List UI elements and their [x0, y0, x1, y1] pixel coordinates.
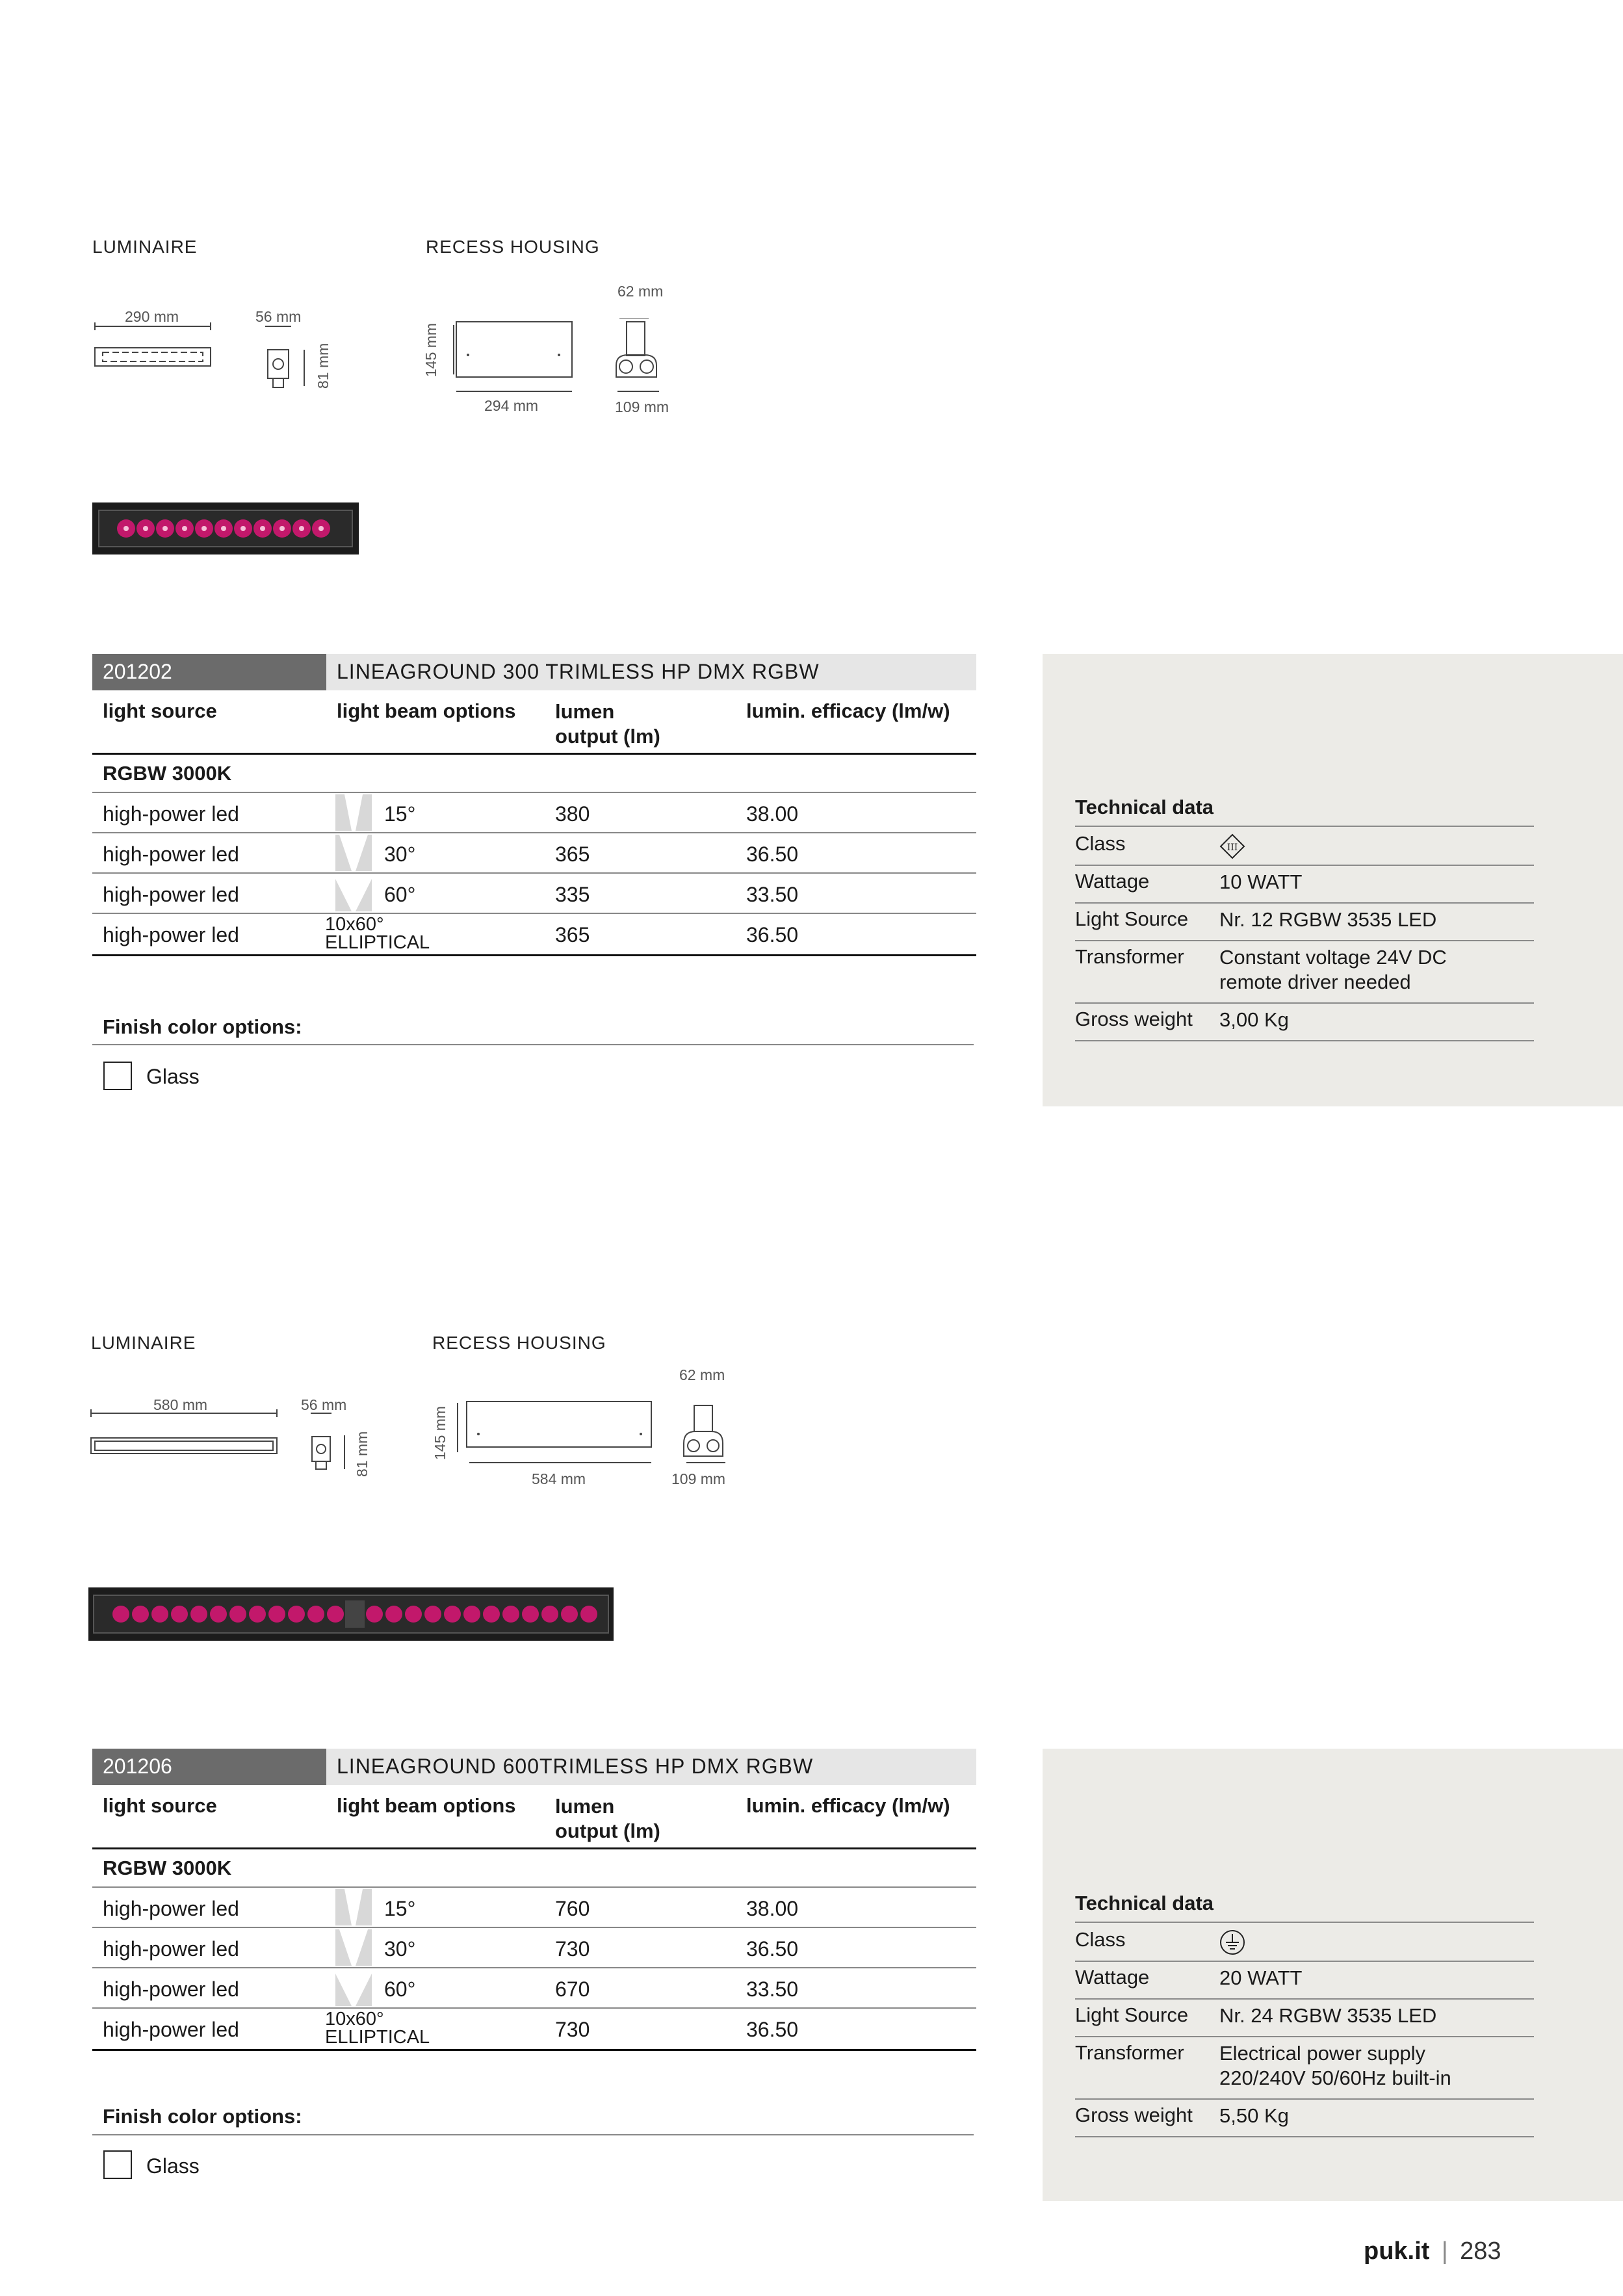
- footer: [1364, 2237, 1501, 2265]
- beam-30-icon: [335, 835, 372, 871]
- row-3-source: high-power led: [103, 883, 239, 906]
- tech-value: 10 WATT: [1219, 870, 1303, 893]
- header-divider: [92, 753, 976, 755]
- row-1-efficacy: 38.00: [746, 1897, 799, 1920]
- table-bottom-divider: [92, 2049, 976, 2051]
- tech-value: 3,00 Kg: [1219, 1008, 1289, 1031]
- recess-top-dim: 62 mm: [679, 1366, 725, 1383]
- tech-value: Constant voltage 24V DC remote driver needed: [1219, 946, 1447, 993]
- technical-data-panel: [1043, 1749, 1623, 2201]
- tech-row-gross-weight: [1075, 1002, 1534, 1041]
- beam-15-icon: [335, 794, 372, 831]
- footer-separator: |: [1441, 2237, 1448, 2265]
- tech-key: Transformer: [1075, 945, 1184, 968]
- row-divider: [92, 792, 976, 793]
- row-2-efficacy: 36.50: [746, 1937, 799, 1961]
- finish-title: Finish color options:: [103, 1015, 302, 1038]
- row-4-lumen: 730: [555, 2018, 590, 2041]
- luminaire-length-dim: 580 mm: [153, 1396, 208, 1413]
- finish-title: Finish color options:: [103, 2105, 302, 2128]
- finish-swatch-glass[interactable]: [103, 2150, 132, 2179]
- tech-row-wattage: [1075, 1961, 1534, 2000]
- tech-row-transformer: [1075, 940, 1534, 1004]
- row-4-lumen: 365: [555, 923, 590, 946]
- beam-30-icon: [335, 1929, 372, 1966]
- row-2-beam: 30°: [384, 842, 416, 866]
- row-2-source: high-power led: [103, 1937, 239, 1961]
- earth-ground-icon: [1219, 1929, 1245, 1955]
- row-1-efficacy: 38.00: [746, 802, 799, 826]
- technical-data-title: Technical data: [1075, 1892, 1214, 1914]
- tech-key: Wattage: [1075, 870, 1150, 893]
- footer-brand[interactable]: puk.it: [1364, 2237, 1430, 2265]
- recess-length-dim: 294 mm: [484, 397, 539, 414]
- recess-housing-label: RECESS HOUSING: [426, 237, 600, 257]
- luminaire-label: LUMINAIRE: [91, 1333, 196, 1353]
- row-3-beam: 60°: [384, 1977, 416, 2001]
- product-code: 201202: [103, 660, 172, 683]
- row-divider: [92, 2007, 976, 2009]
- tech-key: Light Source: [1075, 2003, 1189, 2026]
- tech-row-class: [1075, 827, 1534, 866]
- tech-value: 20 WATT: [1219, 1966, 1303, 1989]
- product-title-cell: [326, 1749, 976, 1785]
- tech-row-light-source: [1075, 1998, 1534, 2037]
- row-1-beam: 15°: [384, 1897, 416, 1920]
- row-1-lumen: 760: [555, 1897, 590, 1920]
- tech-value: Nr. 12 RGBW 3535 LED: [1219, 908, 1437, 931]
- finish-divider: [92, 2134, 974, 2135]
- recess-width-dim: 109 mm: [671, 1470, 726, 1487]
- row-2-lumen: 730: [555, 1937, 590, 1961]
- row-divider: [92, 1927, 976, 1928]
- technical-drawings: [90, 1398, 746, 1482]
- tech-row-wattage: [1075, 865, 1534, 904]
- row-divider: [92, 913, 976, 914]
- row-divider: [92, 1886, 976, 1888]
- recess-height-dim: 145 mm: [422, 322, 439, 377]
- luminaire-height-dim: 81 mm: [315, 343, 331, 389]
- technical-data-panel: [1043, 654, 1623, 1106]
- row-3-beam: 60°: [384, 883, 416, 906]
- product-title: LINEAGROUND 600TRIMLESS HP DMX RGBW: [337, 1755, 814, 1778]
- tech-key: Transformer: [1075, 2041, 1184, 2064]
- tech-row-class: [1075, 1923, 1534, 1962]
- tech-key: Gross weight: [1075, 2104, 1193, 2126]
- product-code-cell: [92, 654, 326, 690]
- beam-60-icon: [335, 875, 372, 911]
- tech-key: Class: [1075, 1928, 1126, 1951]
- tech-key: Wattage: [1075, 1966, 1150, 1989]
- product-code: 201206: [103, 1755, 172, 1778]
- product-photo: [88, 1587, 614, 1641]
- tech-value: Nr. 24 RGBW 3535 LED: [1219, 2004, 1437, 2027]
- product-photo: [92, 502, 359, 554]
- header-lumen-output: lumen output (lm): [555, 700, 660, 748]
- recess-height-dim: 145 mm: [432, 1405, 448, 1460]
- row-divider: [92, 832, 976, 833]
- luminaire-label: LUMINAIRE: [92, 237, 198, 257]
- technical-data-title: Technical data: [1075, 796, 1214, 818]
- recess-width-dim: 109 mm: [615, 398, 669, 415]
- svg-text:III: III: [1227, 842, 1238, 853]
- finish-divider: [92, 1044, 974, 1045]
- row-1-lumen: 380: [555, 802, 590, 826]
- tech-row-light-source: [1075, 902, 1534, 941]
- tech-key: Class: [1075, 832, 1126, 855]
- row-3-efficacy: 33.50: [746, 883, 799, 906]
- row-3-source: high-power led: [103, 1977, 239, 2001]
- finish-label: Glass: [146, 2154, 200, 2178]
- row-4-beam: 10x60° ELLIPTICAL: [325, 914, 430, 953]
- row-2-beam: 30°: [384, 1937, 416, 1961]
- row-4-beam: 10x60° ELLIPTICAL: [325, 2009, 430, 2048]
- luminaire-length-dim: 290 mm: [125, 308, 179, 325]
- header-efficacy: lumin. efficacy (lm/w): [746, 699, 950, 722]
- finish-label: Glass: [146, 1065, 200, 1088]
- beam-15-icon: [335, 1889, 372, 1925]
- row-2-efficacy: 36.50: [746, 842, 799, 866]
- group-label: RGBW 3000K: [103, 1857, 232, 1879]
- technical-drawings: [91, 319, 689, 403]
- row-divider: [92, 1967, 976, 1968]
- row-1-source: high-power led: [103, 1897, 239, 1920]
- header-lumen-output: lumen output (lm): [555, 1795, 660, 1842]
- luminaire-height-dim: 81 mm: [354, 1431, 370, 1477]
- row-3-lumen: 335: [555, 883, 590, 906]
- header-light-beam: light beam options: [337, 699, 516, 722]
- table-bottom-divider: [92, 954, 976, 956]
- page-number: 283: [1460, 2237, 1501, 2265]
- luminaire-width-dim: 56 mm: [301, 1396, 347, 1413]
- row-3-efficacy: 33.50: [746, 1977, 799, 2001]
- row-3-lumen: 670: [555, 1977, 590, 2001]
- row-4-efficacy: 36.50: [746, 923, 799, 946]
- product-title: LINEAGROUND 300 TRIMLESS HP DMX RGBW: [337, 660, 820, 683]
- finish-swatch-glass[interactable]: [103, 1062, 132, 1090]
- row-2-source: high-power led: [103, 842, 239, 866]
- row-1-beam: 15°: [384, 802, 416, 826]
- row-2-lumen: 365: [555, 842, 590, 866]
- header-light-source: light source: [103, 1794, 217, 1817]
- row-4-source: high-power led: [103, 2018, 239, 2041]
- beam-60-icon: [335, 1970, 372, 2006]
- recess-housing-label: RECESS HOUSING: [432, 1333, 606, 1353]
- class-iii-icon: [1219, 833, 1245, 859]
- row-divider: [92, 872, 976, 874]
- tech-row-transformer: [1075, 2036, 1534, 2100]
- recess-top-dim: 62 mm: [617, 283, 664, 300]
- header-light-source: light source: [103, 699, 217, 722]
- row-4-source: high-power led: [103, 923, 239, 946]
- product-title-cell: [326, 654, 976, 690]
- tech-row-gross-weight: [1075, 2098, 1534, 2137]
- tech-key: Light Source: [1075, 907, 1189, 930]
- product-code-cell: [92, 1749, 326, 1785]
- header-efficacy: lumin. efficacy (lm/w): [746, 1794, 950, 1817]
- luminaire-width-dim: 56 mm: [255, 308, 302, 325]
- header-light-beam: light beam options: [337, 1794, 516, 1817]
- group-label: RGBW 3000K: [103, 762, 232, 785]
- recess-length-dim: 584 mm: [532, 1470, 586, 1487]
- header-divider: [92, 1847, 976, 1849]
- row-4-efficacy: 36.50: [746, 2018, 799, 2041]
- row-1-source: high-power led: [103, 802, 239, 826]
- tech-value: 5,50 Kg: [1219, 2104, 1289, 2127]
- tech-key: Gross weight: [1075, 1008, 1193, 1030]
- tech-value: Electrical power supply 220/240V 50/60Hz built-in: [1219, 2042, 1451, 2089]
